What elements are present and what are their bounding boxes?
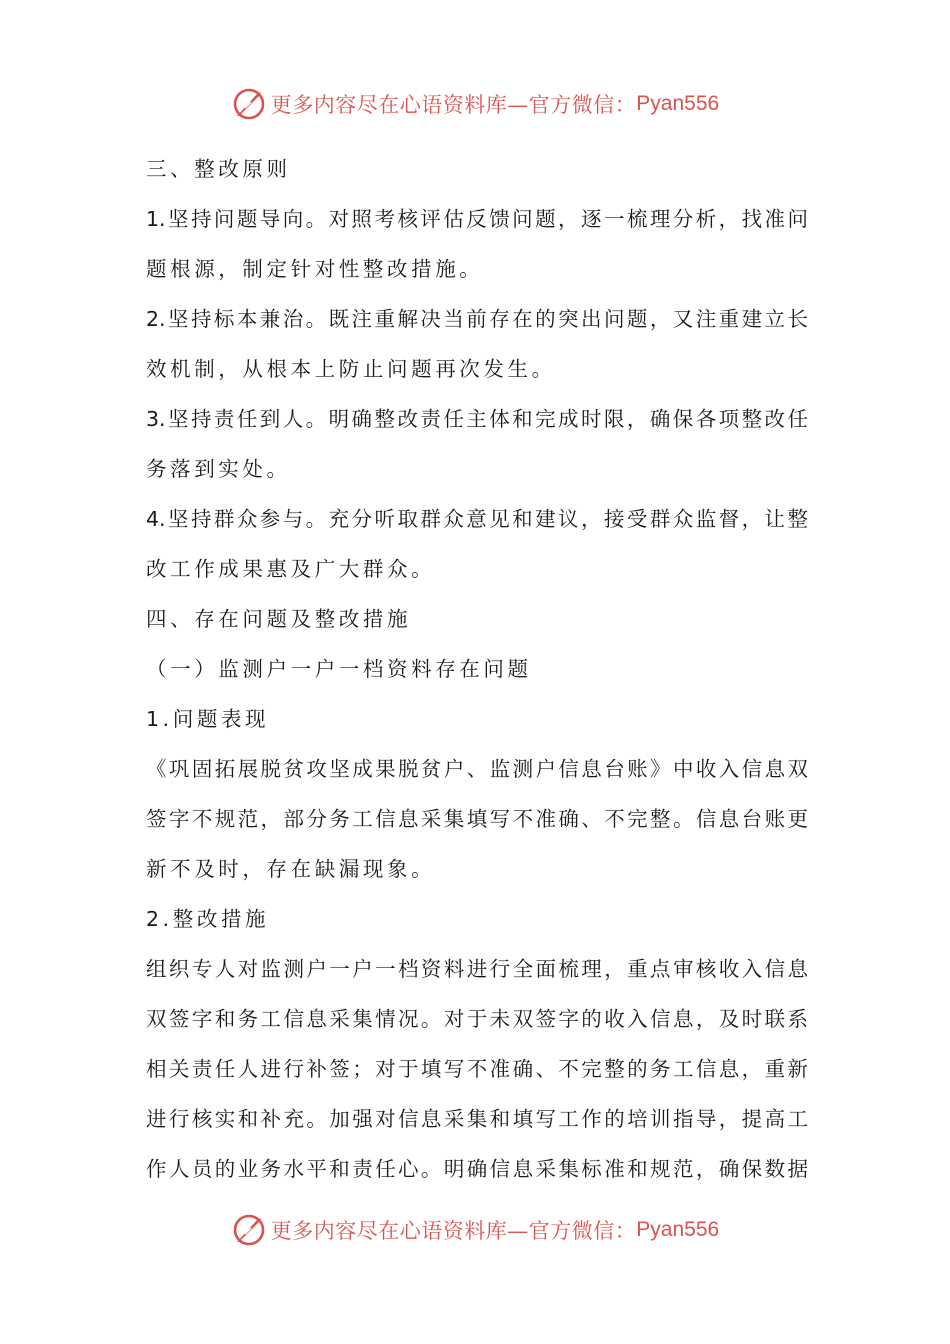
- subsection-heading: （一）监测户一户一档资料存在问题: [146, 657, 532, 681]
- document-body: [146, 144, 808, 1194]
- section-heading: 三、整改原则: [146, 157, 291, 181]
- paragraph-line: 改工作成果惠及广大群众。: [146, 557, 436, 581]
- quill-logo-icon: [231, 1212, 267, 1248]
- footer-wechat-id: Pyan556: [636, 1218, 720, 1241]
- quill-logo-icon: [231, 86, 267, 122]
- header-wechat-id: Pyan556: [636, 92, 720, 115]
- item-heading: 1.问题表现: [146, 707, 270, 731]
- paragraph-line: 4.坚持群众参与。充分听取群众意见和建议，接受群众监督，让整: [146, 507, 808, 531]
- paragraph-line: 《巩固拓展脱贫攻坚成果脱贫户、监测户信息台账》中收入信息双: [146, 757, 808, 781]
- paragraph-line: 相关责任人进行补签；对于填写不准确、不完整的务工信息，重新: [146, 1057, 808, 1081]
- paragraph-line: 3.坚持责任到人。明确整改责任主体和完成时限，确保各项整改任: [146, 407, 808, 431]
- paragraph-line: 作人员的业务水平和责任心。明确信息采集标准和规范，确保数据: [146, 1157, 808, 1181]
- paragraph-line: 签字不规范，部分务工信息采集填写不准确、不完整。信息台账更: [146, 807, 808, 831]
- header-banner-text: 更多内容尽在心语资料库—官方微信：: [270, 93, 637, 117]
- section-heading: 四、存在问题及整改措施: [146, 607, 412, 631]
- paragraph-line: 务落到实处。: [146, 457, 291, 481]
- paragraph-line: 题根源，制定针对性整改措施。: [146, 257, 484, 281]
- paragraph-line: 效机制，从根本上防止问题再次发生。: [146, 357, 556, 381]
- paragraph-line: 新不及时，存在缺漏现象。: [146, 857, 436, 881]
- paragraph-line: 组织专人对监测户一户一档资料进行全面梳理，重点审核收入信息: [146, 957, 808, 981]
- item-heading: 2.整改措施: [146, 907, 270, 931]
- header-banner: [0, 80, 950, 128]
- paragraph-line: 双签字和务工信息采集情况。对于未双签字的收入信息，及时联系: [146, 1007, 808, 1031]
- paragraph-line: 2.坚持标本兼治。既注重解决当前存在的突出问题，又注重建立长: [146, 307, 808, 331]
- footer-banner-text: 更多内容尽在心语资料库—官方微信：: [270, 1219, 637, 1243]
- paragraph-line: 进行核实和补充。加强对信息采集和填写工作的培训指导，提高工: [146, 1107, 808, 1131]
- footer-banner: [0, 1206, 950, 1254]
- paragraph-line: 1.坚持问题导向。对照考核评估反馈问题，逐一梳理分析，找准问: [146, 207, 808, 231]
